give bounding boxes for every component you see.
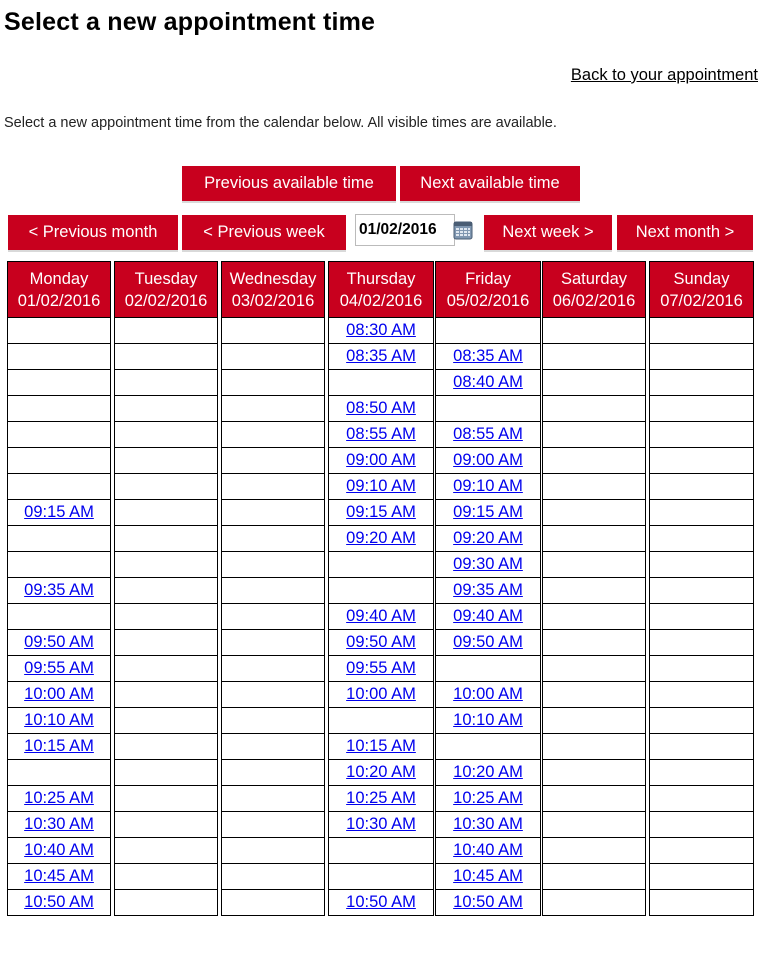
time-slot-cell (435, 760, 541, 786)
time-slot-link[interactable]: 10:20 AM (453, 763, 523, 781)
time-slot-cell (435, 344, 541, 370)
time-slot-cell (114, 370, 218, 396)
time-slot-link[interactable]: 09:55 AM (24, 659, 94, 677)
time-slot-cell (7, 448, 111, 474)
time-slot-cell (435, 552, 541, 578)
day-name: Thursday (346, 270, 416, 288)
time-slot-cell (114, 500, 218, 526)
time-slot-cell (7, 812, 111, 838)
time-slot-cell (435, 890, 541, 916)
time-slot-link[interactable]: 10:50 AM (453, 893, 523, 911)
time-slot-cell (114, 708, 218, 734)
time-slot-link[interactable]: 09:40 AM (346, 607, 416, 625)
time-slot-cell (649, 474, 754, 500)
day-name: Monday (29, 270, 89, 288)
time-slot-link[interactable]: 10:25 AM (24, 789, 94, 807)
time-slot-cell (221, 474, 325, 500)
time-slot-cell (435, 526, 541, 552)
time-slot-cell (7, 526, 111, 552)
time-slot-cell (649, 864, 754, 890)
time-slot-link[interactable]: 10:45 AM (24, 867, 94, 885)
time-slot-link[interactable]: 10:00 AM (346, 685, 416, 703)
time-slot-cell (7, 370, 111, 396)
time-slot-cell (649, 838, 754, 864)
time-slot-cell (7, 890, 111, 916)
time-slot-cell (542, 448, 646, 474)
time-slot-cell (7, 552, 111, 578)
day-header-tuesday (114, 261, 218, 318)
time-slot-cell (328, 552, 434, 578)
time-slot-link[interactable]: 10:30 AM (346, 815, 416, 833)
time-slot-link[interactable]: 08:55 AM (346, 425, 416, 443)
time-slot-cell (542, 786, 646, 812)
time-slot-cell (328, 838, 434, 864)
time-slot-cell (114, 812, 218, 838)
previous-available-time-button[interactable]: Previous available time (182, 166, 396, 201)
time-slot-cell (328, 448, 434, 474)
time-slot-cell (7, 344, 111, 370)
time-slot-cell (221, 344, 325, 370)
time-slot-link[interactable]: 08:35 AM (453, 347, 523, 365)
day-header-friday (435, 261, 541, 318)
time-slot-cell (221, 890, 325, 916)
day-date: 06/02/2016 (552, 292, 636, 310)
day-date: 01/02/2016 (17, 292, 101, 310)
time-slot-cell (221, 578, 325, 604)
time-slot-cell (7, 318, 111, 344)
time-slot-cell (649, 448, 754, 474)
time-slot-cell (114, 630, 218, 656)
time-slot-cell (542, 812, 646, 838)
time-slot-cell (221, 422, 325, 448)
time-slot-cell (221, 760, 325, 786)
day-date: 07/02/2016 (660, 292, 743, 310)
day-header-monday (7, 261, 111, 318)
previous-week-button[interactable]: < Previous week (182, 215, 346, 250)
time-slot-cell (221, 838, 325, 864)
time-slot-cell (221, 370, 325, 396)
time-slot-cell (542, 500, 646, 526)
time-slot-cell (542, 526, 646, 552)
time-slot-cell (7, 760, 111, 786)
time-slot-cell (649, 500, 754, 526)
time-slot-cell (328, 890, 434, 916)
time-slot-link[interactable]: 10:25 AM (453, 789, 523, 807)
time-slot-link[interactable]: 08:35 AM (346, 347, 416, 365)
time-slot-link[interactable]: 10:30 AM (24, 815, 94, 833)
day-name: Tuesday (134, 270, 198, 288)
time-slot-cell (7, 838, 111, 864)
time-slot-cell (542, 890, 646, 916)
time-slot-cell (328, 734, 434, 760)
time-slot-cell (221, 656, 325, 682)
page-title: Select a new appointment time (4, 8, 376, 36)
time-slot-cell (221, 864, 325, 890)
time-slot-link[interactable]: 10:40 AM (24, 841, 94, 859)
time-slot-cell (435, 656, 541, 682)
time-slot-cell (542, 344, 646, 370)
time-slot-cell (114, 578, 218, 604)
time-slot-cell (114, 760, 218, 786)
time-slot-cell (649, 786, 754, 812)
time-slot-link[interactable]: 10:25 AM (346, 789, 416, 807)
day-date: 03/02/2016 (231, 292, 315, 310)
time-slot-cell (114, 396, 218, 422)
time-slot-link[interactable]: 10:00 AM (24, 685, 94, 703)
time-slot-cell (114, 448, 218, 474)
time-slot-cell (7, 474, 111, 500)
time-slot-cell (114, 552, 218, 578)
day-date: 05/02/2016 (446, 292, 530, 310)
time-slot-cell (649, 630, 754, 656)
time-slot-cell (435, 786, 541, 812)
date-input[interactable] (355, 214, 455, 246)
time-slot-link[interactable]: 10:50 AM (346, 893, 416, 911)
time-slot-cell (114, 344, 218, 370)
time-slot-cell (649, 422, 754, 448)
time-slot-cell (328, 500, 434, 526)
time-slot-cell (542, 760, 646, 786)
time-slot-cell (221, 604, 325, 630)
time-slot-link[interactable]: 10:10 AM (453, 711, 523, 729)
time-slot-cell (542, 864, 646, 890)
back-to-appointment-link[interactable]: Back to your appointment (570, 66, 758, 84)
time-slot-cell (542, 734, 646, 760)
time-slot-cell (435, 734, 541, 760)
time-slot-cell (221, 500, 325, 526)
time-slot-link[interactable]: 10:00 AM (453, 685, 523, 703)
time-slot-cell (114, 422, 218, 448)
time-slot-link[interactable]: 09:30 AM (453, 555, 523, 573)
time-slot-cell (542, 396, 646, 422)
time-slot-cell (435, 812, 541, 838)
time-slot-cell (221, 526, 325, 552)
time-slot-link[interactable]: 09:50 AM (24, 633, 94, 651)
time-slot-cell (7, 864, 111, 890)
time-slot-cell (649, 760, 754, 786)
day-column-saturday (542, 261, 646, 916)
time-slot-cell (114, 526, 218, 552)
time-slot-cell (435, 630, 541, 656)
time-slot-link[interactable]: 09:00 AM (346, 451, 416, 469)
time-slot-link[interactable]: 08:50 AM (346, 399, 416, 417)
time-slot-cell (435, 318, 541, 344)
time-slot-cell (328, 604, 434, 630)
day-date: 04/02/2016 (339, 292, 423, 310)
time-slot-cell (221, 734, 325, 760)
time-slot-cell (649, 578, 754, 604)
time-slot-cell (435, 500, 541, 526)
time-slot-cell (435, 604, 541, 630)
time-slot-cell (649, 526, 754, 552)
time-slot-cell (435, 370, 541, 396)
time-slot-cell (7, 708, 111, 734)
time-slot-cell (328, 318, 434, 344)
day-name: Saturday (560, 270, 628, 288)
date-picker (355, 214, 475, 246)
time-slot-link[interactable]: 10:15 AM (24, 737, 94, 755)
time-slot-link[interactable]: 08:40 AM (453, 373, 523, 391)
time-slot-cell (649, 812, 754, 838)
time-slot-cell (114, 604, 218, 630)
time-slot-cell (649, 708, 754, 734)
day-header-saturday (542, 261, 646, 318)
day-column-sunday (649, 261, 754, 916)
time-slot-cell (221, 552, 325, 578)
time-slot-cell (7, 422, 111, 448)
time-slot-link[interactable]: 09:20 AM (346, 529, 416, 547)
time-slot-cell (114, 682, 218, 708)
time-slot-cell (328, 760, 434, 786)
time-slot-cell (542, 370, 646, 396)
time-slot-link[interactable]: 10:30 AM (453, 815, 523, 833)
time-slot-link[interactable]: 09:50 AM (453, 633, 523, 651)
time-slot-link[interactable]: 10:40 AM (453, 841, 523, 859)
time-slot-cell (649, 604, 754, 630)
time-slot-cell (7, 396, 111, 422)
next-week-button[interactable]: Next week > (484, 215, 612, 250)
time-slot-cell (7, 656, 111, 682)
day-column-tuesday (114, 261, 218, 916)
time-slot-cell (542, 656, 646, 682)
time-slot-cell (221, 708, 325, 734)
time-slot-link[interactable]: 09:15 AM (24, 503, 94, 521)
time-slot-cell (435, 578, 541, 604)
time-slot-cell (221, 630, 325, 656)
time-slot-link[interactable]: 08:30 AM (346, 321, 416, 339)
time-slot-cell (328, 630, 434, 656)
time-slot-link[interactable]: 10:10 AM (24, 711, 94, 729)
time-slot-cell (114, 734, 218, 760)
time-slot-link[interactable]: 09:20 AM (453, 529, 523, 547)
time-slot-cell (114, 474, 218, 500)
time-slot-cell (328, 656, 434, 682)
time-slot-link[interactable]: 08:55 AM (453, 425, 523, 443)
day-header-wednesday (221, 261, 325, 318)
time-slot-cell (542, 552, 646, 578)
time-slot-cell (328, 474, 434, 500)
time-slot-link[interactable]: 09:15 AM (346, 503, 416, 521)
time-slot-cell (542, 838, 646, 864)
time-slot-cell (542, 318, 646, 344)
time-slot-cell (542, 630, 646, 656)
time-slot-link[interactable]: 09:15 AM (453, 503, 523, 521)
time-slot-cell (114, 838, 218, 864)
time-slot-cell (7, 578, 111, 604)
time-slot-cell (435, 422, 541, 448)
time-slot-cell (114, 656, 218, 682)
next-available-time-button[interactable]: Next available time (400, 166, 580, 201)
day-column-monday (7, 261, 111, 916)
time-slot-cell (649, 344, 754, 370)
time-slot-cell (649, 396, 754, 422)
time-slot-cell (542, 604, 646, 630)
time-slot-cell (542, 578, 646, 604)
time-slot-cell (328, 708, 434, 734)
time-slot-cell (114, 890, 218, 916)
time-slot-cell (649, 552, 754, 578)
time-slot-cell (328, 344, 434, 370)
time-slot-link[interactable]: 09:10 AM (453, 477, 523, 495)
time-slot-cell (7, 500, 111, 526)
time-slot-link[interactable]: 09:00 AM (453, 451, 523, 469)
time-slot-cell (435, 838, 541, 864)
time-slot-cell (328, 812, 434, 838)
time-slot-cell (328, 370, 434, 396)
time-slot-cell (7, 604, 111, 630)
time-slot-cell (114, 318, 218, 344)
day-name: Wednesday (229, 270, 317, 288)
day-header-sunday (649, 261, 754, 318)
day-column-thursday (328, 261, 434, 916)
next-month-button[interactable]: Next month > (617, 215, 753, 250)
time-slot-cell (649, 656, 754, 682)
time-slot-cell (221, 396, 325, 422)
day-column-friday (435, 261, 541, 916)
time-slot-cell (7, 630, 111, 656)
time-slot-cell (328, 786, 434, 812)
time-slot-link[interactable]: 09:50 AM (346, 633, 416, 651)
time-slot-link[interactable]: 10:50 AM (24, 893, 94, 911)
time-slot-cell (221, 682, 325, 708)
time-slot-cell (7, 734, 111, 760)
time-slot-cell (542, 708, 646, 734)
day-header-thursday (328, 261, 434, 318)
previous-month-button[interactable]: < Previous month (8, 215, 178, 250)
time-slot-link[interactable]: 09:55 AM (346, 659, 416, 677)
time-slot-cell (328, 422, 434, 448)
time-slot-cell (435, 682, 541, 708)
time-slot-cell (114, 786, 218, 812)
time-slot-cell (435, 864, 541, 890)
time-slot-link[interactable]: 09:40 AM (453, 607, 523, 625)
day-date: 02/02/2016 (124, 292, 208, 310)
time-slot-link[interactable]: 10:20 AM (346, 763, 416, 781)
time-slot-link[interactable]: 09:35 AM (24, 581, 94, 599)
time-slot-cell (649, 318, 754, 344)
time-slot-cell (7, 786, 111, 812)
time-slot-cell (435, 708, 541, 734)
time-slot-cell (649, 682, 754, 708)
calendar-icon[interactable] (453, 220, 473, 240)
time-slot-cell (542, 682, 646, 708)
time-slot-link[interactable]: 10:15 AM (346, 737, 416, 755)
time-slot-cell (649, 890, 754, 916)
time-slot-cell (221, 786, 325, 812)
time-slot-cell (649, 734, 754, 760)
time-slot-cell (328, 578, 434, 604)
time-slot-cell (221, 812, 325, 838)
day-name: Friday (465, 270, 511, 288)
day-name: Sunday (673, 270, 730, 288)
time-slot-cell (7, 682, 111, 708)
time-slot-link[interactable]: 09:10 AM (346, 477, 416, 495)
time-slot-cell (221, 448, 325, 474)
time-slot-link[interactable]: 10:45 AM (453, 867, 523, 885)
time-slot-cell (435, 396, 541, 422)
time-slot-cell (649, 370, 754, 396)
time-slot-cell (328, 396, 434, 422)
time-slot-cell (328, 526, 434, 552)
time-slot-cell (542, 422, 646, 448)
time-slot-cell (542, 474, 646, 500)
time-slot-cell (328, 864, 434, 890)
time-slot-cell (114, 864, 218, 890)
intro-text: Select a new appointment time from the calendar below. All visible times are available. (4, 115, 557, 131)
appointment-calendar-grid (7, 261, 754, 961)
time-slot-cell (435, 474, 541, 500)
time-slot-link[interactable]: 09:35 AM (453, 581, 523, 599)
day-column-wednesday (221, 261, 325, 916)
time-slot-cell (435, 448, 541, 474)
time-slot-cell (221, 318, 325, 344)
time-slot-cell (328, 682, 434, 708)
